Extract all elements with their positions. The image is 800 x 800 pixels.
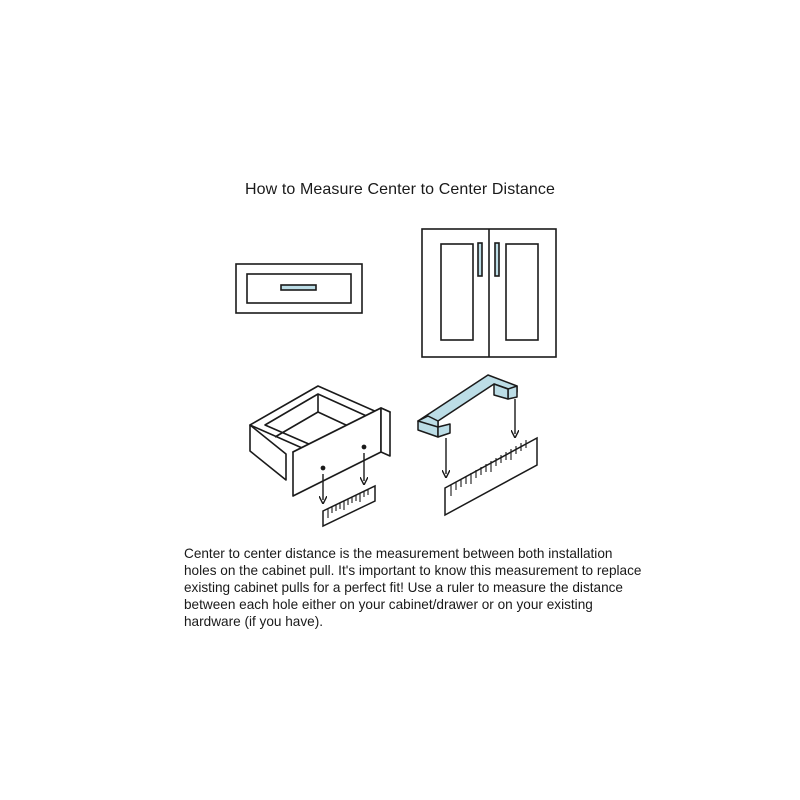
drawer-front-icon	[236, 264, 362, 313]
ruler-icon	[445, 438, 537, 515]
ruler-icon	[323, 486, 375, 526]
description-text: Center to center distance is the measurement between both installation holes on the cabinet pull. It's important to know this measurement to replace existing cabinet pulls for a perfect fit! Use a ruler to measure the distance between each hole either on your cabinet/drawer or on your existing hardware (if you have).	[184, 546, 642, 629]
pull-handle-icon	[418, 375, 517, 437]
page-title: How to Measure Center to Center Distance	[245, 181, 555, 198]
drawer-box-icon	[250, 386, 390, 496]
cabinet-doors-icon	[422, 229, 556, 357]
